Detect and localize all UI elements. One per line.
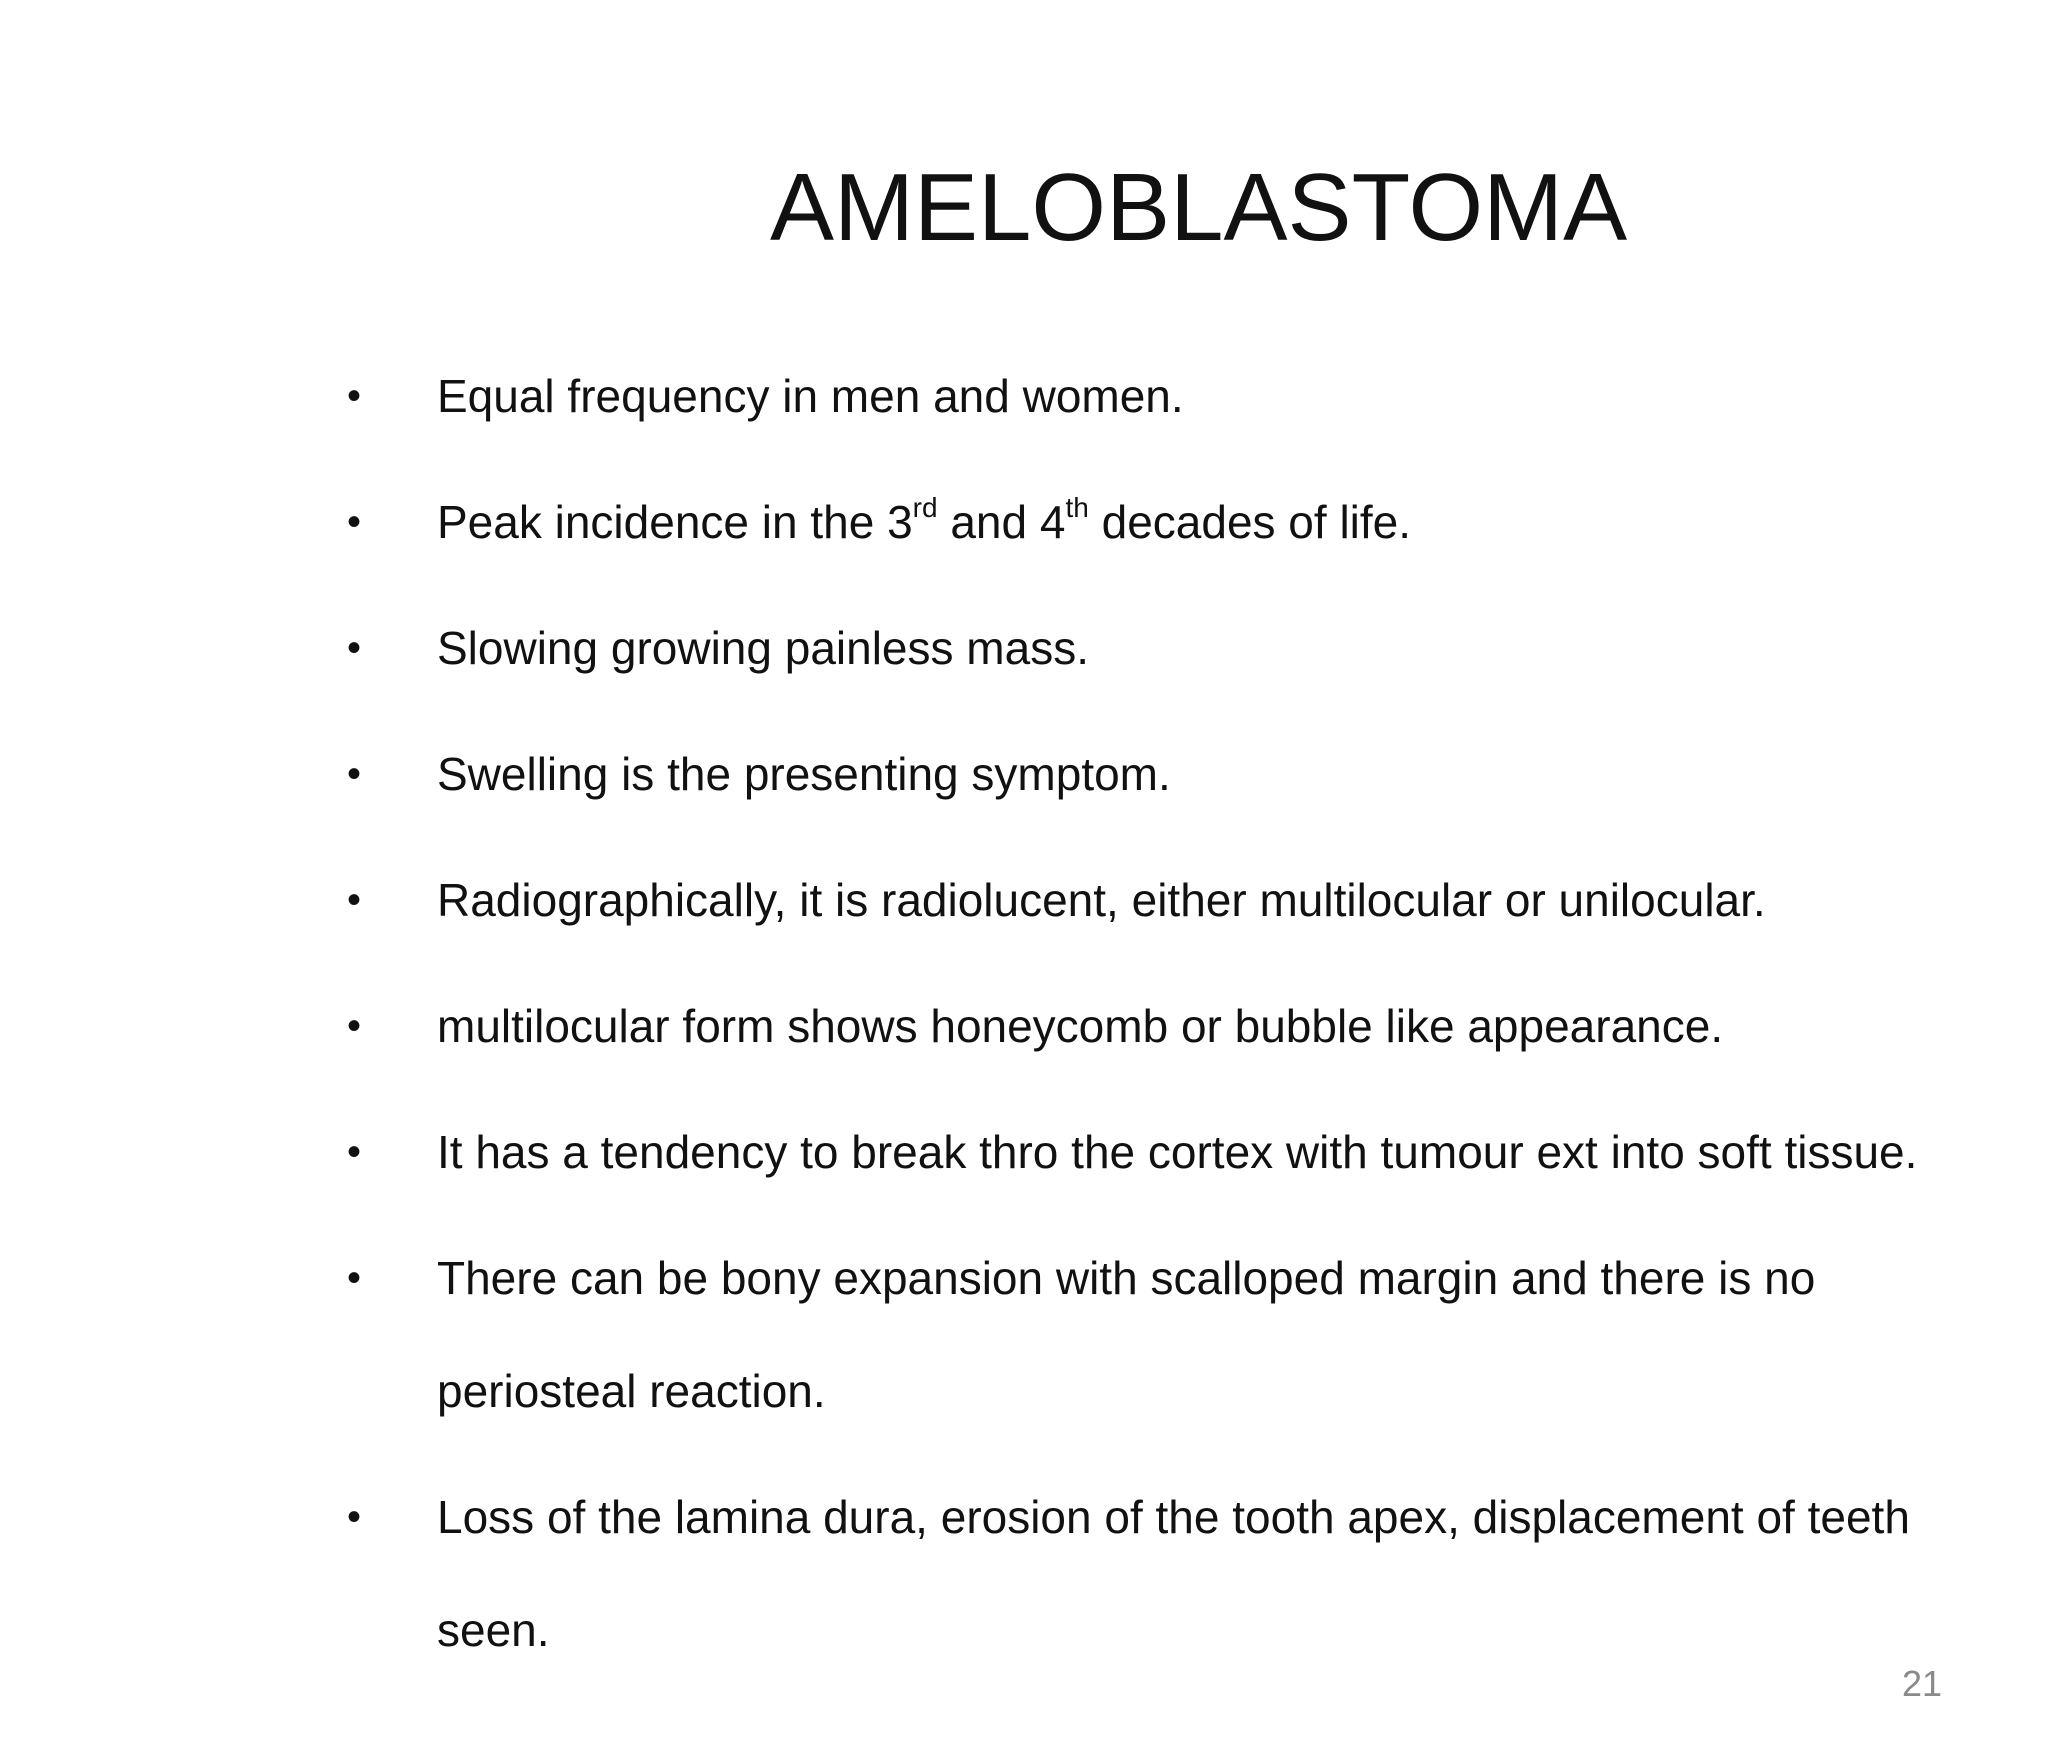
bullet-list — [340, 340, 1970, 1704]
bullet-text: Slowing growing painless mass. — [437, 622, 1089, 674]
bullet-text: Swelling is the presenting symptom. — [437, 748, 1171, 800]
bullet-text: It has a tendency to break thro the cortex with tumour ext into soft tissue. — [437, 1126, 1918, 1178]
bullet-text: Peak incidence in the 3 — [437, 496, 913, 548]
bullet-item — [340, 466, 1970, 579]
bullet-text: Radiographically, it is radiolucent, either multilocular or unilocular. — [437, 874, 1766, 926]
bullet-item — [340, 844, 1970, 957]
bullet-item — [340, 340, 1970, 453]
bullet-item — [340, 592, 1970, 705]
bullet-item — [340, 1096, 1970, 1209]
page-number: 21 — [1901, 1663, 1942, 1704]
bullet-text: and 4 — [937, 496, 1066, 548]
bullet-item — [340, 1222, 1970, 1448]
bullet-text: Loss of the lamina dura, erosion of the tooth apex, displacement of teeth seen. — [437, 1491, 1910, 1656]
bullet-text: There can be bony expansion with scalloped margin and there is no periosteal reaction. — [437, 1252, 1816, 1417]
bullet-text: decades of life. — [1088, 496, 1412, 548]
slide-title: AMELOBLASTOMA — [770, 154, 1628, 261]
bullet-text: multilocular form shows honeycomb or bubble like appearance. — [437, 1000, 1724, 1052]
bullet-text: Equal frequency in men and women. — [437, 370, 1184, 422]
bullet-item — [340, 970, 1970, 1083]
superscript-ordinal: th — [1065, 492, 1089, 523]
bullet-item — [340, 718, 1970, 831]
superscript-ordinal: rd — [912, 492, 938, 523]
bullet-item — [340, 1461, 1970, 1687]
